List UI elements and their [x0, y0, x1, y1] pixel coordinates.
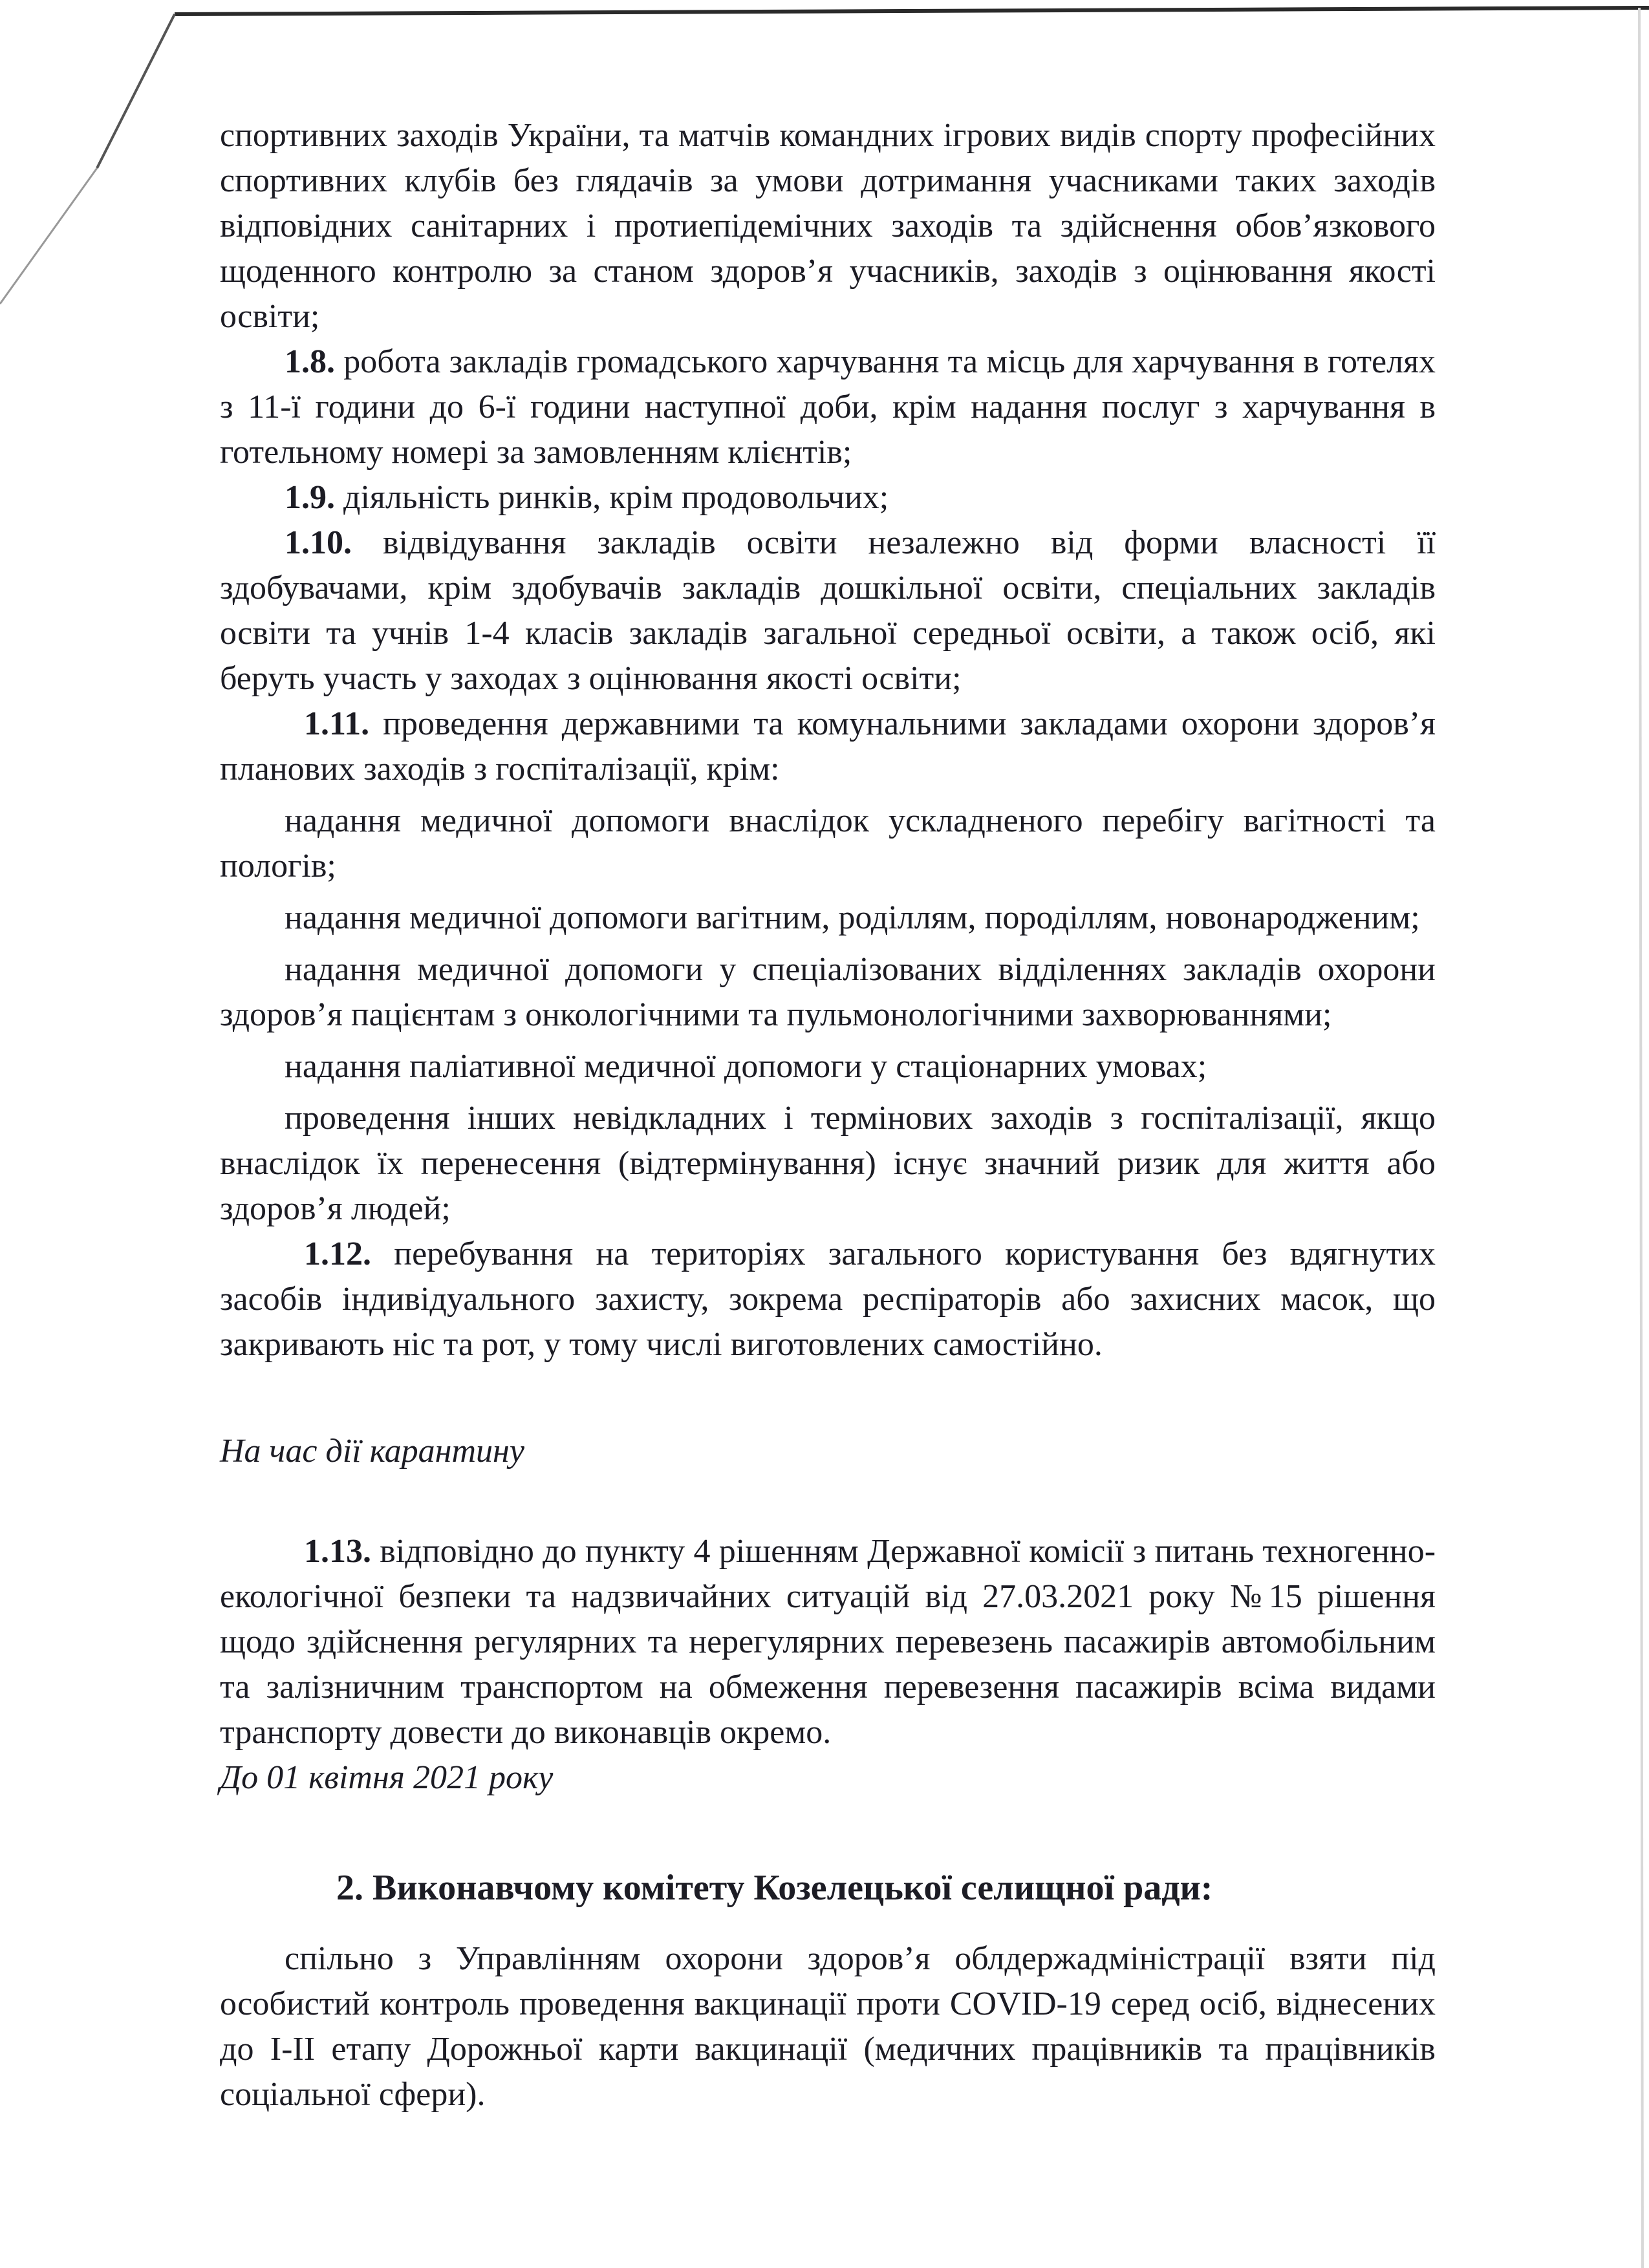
item-1-11 — [220, 701, 1436, 792]
item-text: робота закладів громадського харчування та місць для харчування в готелях з 11-ї години до 6-ї години наступної доби, крім надання послуг з харчування в готельному номері за замовленням клієнтів; — [220, 343, 1436, 471]
exception-item: надання паліативної медичної допомоги у стаціонарних умовах; — [285, 1048, 1207, 1085]
item-text: відповідно до пункту 4 рішенням Державної комісії з питань техногенно-екологічної безпеки та надзвичайних ситуацій від 27.03.2021 року №15 рішення щодо здійснення регулярних та нерегулярних перевезень пасажирів автомобільним та залізничним транспортом на обмеження перевезення пасажирів всіма видами транспорту довести до виконавців окремо. — [220, 1533, 1436, 1751]
exception-item: надання медичної допомоги внаслідок ускладненого перебігу вагітності та пологів; — [220, 802, 1436, 884]
deadline: До 01 квітня 2021 року — [220, 1759, 554, 1796]
item-1-8 — [220, 339, 1436, 475]
item-number: 1.8. — [285, 343, 335, 380]
item-text: перебування на територіях загального користування без вдягнутих засобів індивідуального захисту, зокрема респіраторів або захисних масок, що закривають ніс та рот, у тому числі виготовлених самостійно. — [220, 1236, 1436, 1363]
exception-item: надання медичної допомоги вагітним, роділлям, породіллям, новонародженим; — [285, 899, 1420, 936]
item-number: 1.10. — [285, 524, 352, 561]
item-1-12 — [220, 1232, 1436, 1367]
item-1-9 — [220, 475, 1436, 520]
exception-item: проведення інших невідкладних і термінових заходів з госпіталізації, якщо внаслідок їх перенесення (відтермінування) існує значний ризик для життя або здоров’я людей; — [220, 1100, 1436, 1227]
document-page — [220, 113, 1436, 2117]
item-text: відвідування закладів освіти незалежно від форми власності її здобувачами, крім здобувачів закладів дошкільної освіти, спеціальних закладів освіти та учнів 1-4 класів закладів загальної середньої освіти, а також осіб, які беруть участь у заходах з оцінювання якості освіти; — [220, 524, 1436, 697]
exception-item: надання медичної допомоги у спеціалізованих відділеннях закладів охорони здоров’я пацієнтам з онкологічними та пульмонологічними захворюваннями; — [220, 951, 1436, 1033]
item-number: 1.13. — [304, 1533, 371, 1570]
section-2-text: спільно з Управлінням охорони здоров’я облдержадміністрації взяти під особистий контроль проведення вакцинації проти COVID-19 серед осіб, віднесених до I-II етапу Дорожньої карти вакцинації (медичних працівників та працівників соціальної сфери). — [220, 1940, 1436, 2113]
item-1-13 — [220, 1529, 1436, 1755]
section-2-heading: 2. Виконавчому комітету Козелецької селищної ради: — [336, 1868, 1213, 1908]
continuation-paragraph: спортивних заходів України, та матчів командних ігрових видів спорту професійних спортивних клубів без глядачів за умови дотримання учасниками таких заходів відповідних санітарних і протиепідемічних заходів та здійснення обов’язкового щоденного контролю за станом здоров’я учасників, заходів з оцінювання якості освіти; — [220, 117, 1436, 335]
item-1-10 — [220, 520, 1436, 701]
item-text: діяльність ринків, крім продовольчих; — [343, 479, 889, 516]
quarantine-label: На час дії карантину — [220, 1433, 524, 1470]
item-number: 1.12. — [304, 1236, 371, 1272]
item-text: проведення державними та комунальними закладами охорони здоров’я планових заходів з госпіталізації, крім: — [220, 705, 1436, 787]
item-number: 1.9. — [285, 479, 335, 516]
item-number: 1.11. — [304, 705, 370, 742]
